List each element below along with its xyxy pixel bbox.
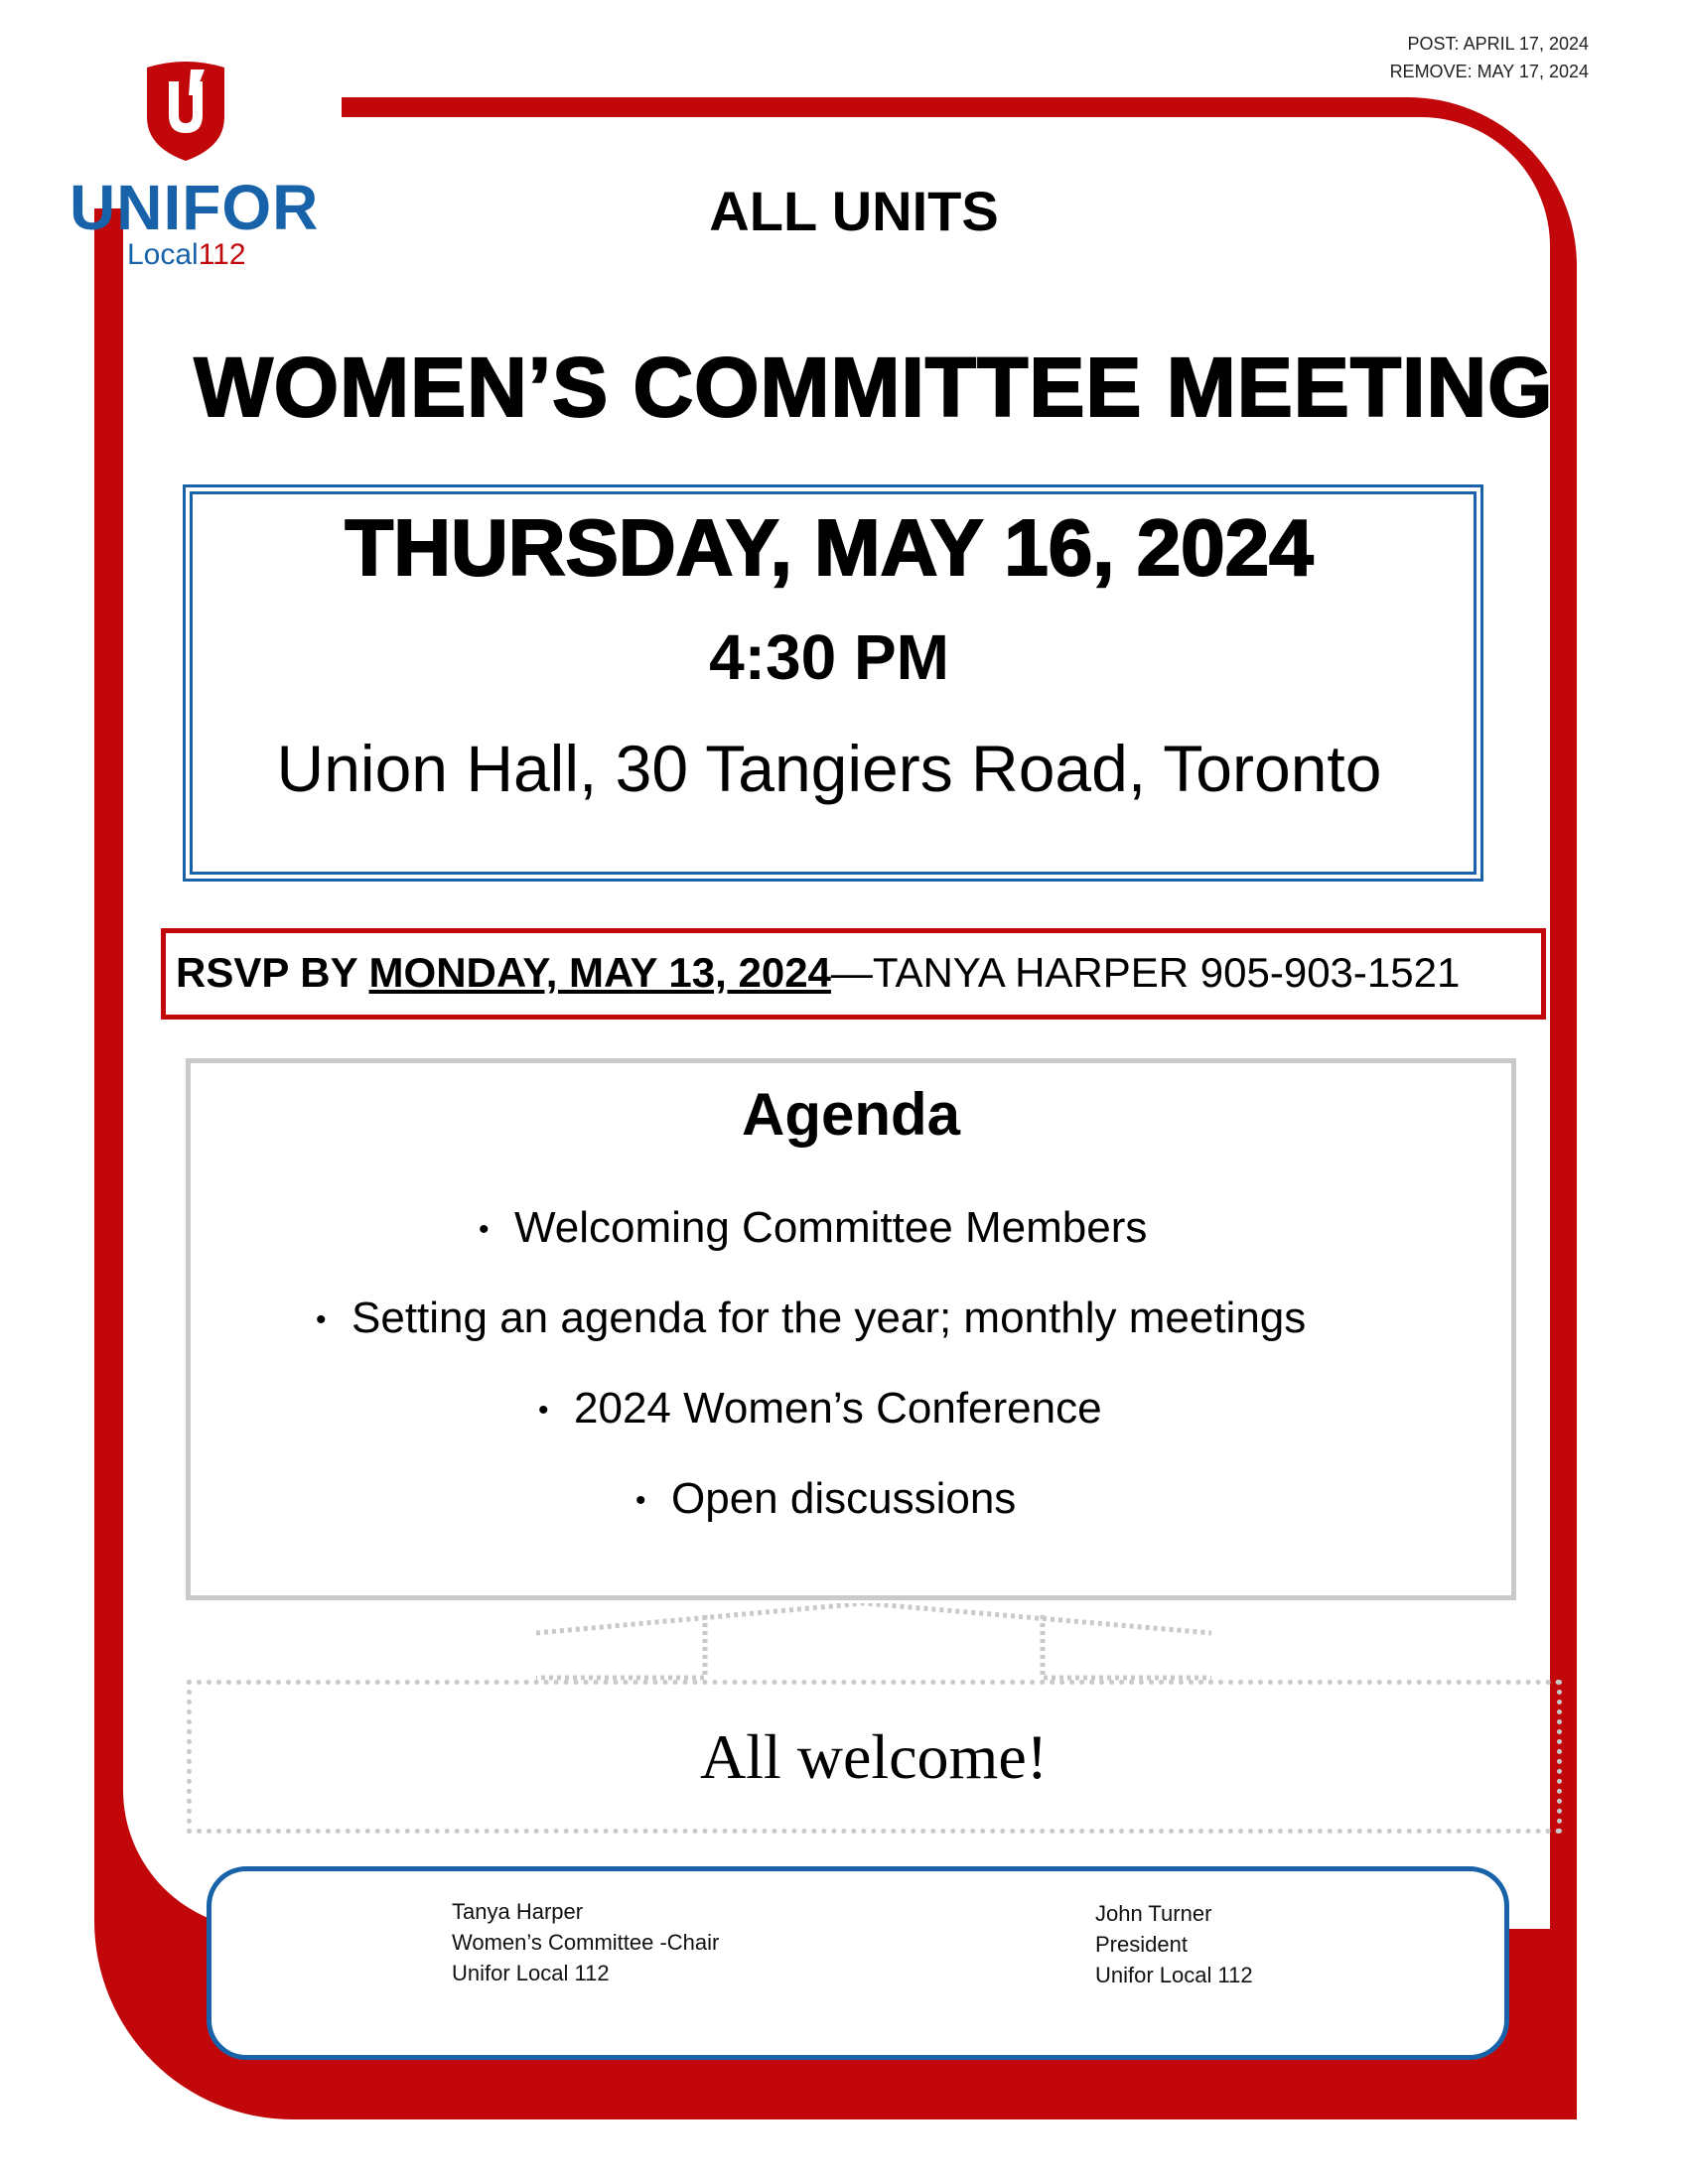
event-time: 4:30 PM <box>709 621 949 693</box>
agenda-title: Agenda <box>741 1081 961 1148</box>
event-date: THURSDAY, MAY 16, 2024 <box>345 503 1314 592</box>
signer-title: President <box>1095 1932 1188 1957</box>
agenda-item-text: Setting an agenda for the year; monthly meetings <box>352 1294 1307 1342</box>
signature-right <box>1095 1898 1253 1990</box>
bullet-icon: • <box>635 1484 646 1518</box>
agenda-item-text: Open discussions <box>671 1474 1017 1523</box>
rsvp-contact: —TANYA HARPER 905-903-1521 <box>830 949 1461 996</box>
signature-box <box>207 1866 1509 2060</box>
logo-local-number: 112 <box>198 238 246 271</box>
agenda-item-text: 2024 Women’s Conference <box>574 1384 1102 1433</box>
audience-heading: ALL UNITS <box>709 180 999 242</box>
rsvp-prefix: RSVP BY <box>176 949 369 996</box>
posting-dates <box>1390 30 1589 85</box>
signer-title: Women’s Committee -Chair <box>452 1930 720 1955</box>
signer-org: Unifor Local 112 <box>452 1961 610 1985</box>
signer-name: Tanya Harper <box>452 1899 584 1924</box>
event-location: Union Hall, 30 Tangiers Road, Toronto <box>276 732 1382 805</box>
logo-local-label: Local <box>127 238 199 271</box>
signature-left <box>452 1896 719 1988</box>
agenda-item <box>479 1203 1147 1253</box>
bullet-icon: • <box>538 1394 549 1428</box>
remove-date: REMOVE: MAY 17, 2024 <box>1389 62 1589 81</box>
agenda-item <box>538 1384 1102 1433</box>
agenda-item <box>316 1294 1306 1343</box>
bullet-icon: • <box>316 1303 327 1337</box>
unifor-shield-icon <box>143 60 228 163</box>
signer-org: Unifor Local 112 <box>1095 1963 1253 1987</box>
rsvp-box <box>161 928 1546 1020</box>
agenda-item-text: Welcoming Committee Members <box>514 1203 1148 1252</box>
rsvp-deadline: MONDAY, MAY 13, 2024 <box>368 949 831 996</box>
post-date: POST: APRIL 17, 2024 <box>1407 34 1589 54</box>
agenda-item <box>635 1474 1016 1524</box>
logo-wordmark: UNIFOR <box>70 172 320 243</box>
logo-local <box>127 238 246 272</box>
signer-name: John Turner <box>1095 1901 1212 1926</box>
welcome-message: All welcome! <box>699 1721 1049 1792</box>
bullet-icon: • <box>479 1213 490 1247</box>
meeting-title: WOMEN’S COMMITTEE MEETING <box>194 341 1554 434</box>
